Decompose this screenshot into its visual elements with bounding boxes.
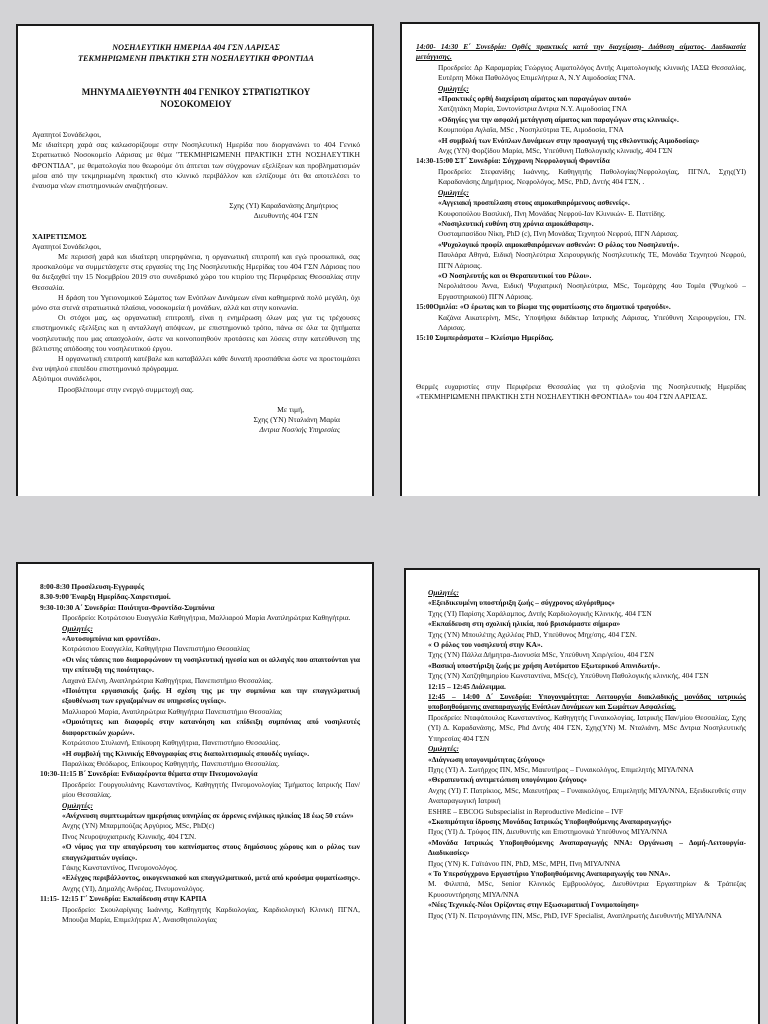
- programme-line: Προεδρείο: Στεφανίδης Ιωάννης, Καθηγητής Παθολογίας/Νεφρολογίας, ΠΓΝΛ, Σχης(ΥΙ) Καραδανάσης Δημήτριος, Νεφρολόγος, MSc, PhD, Δντής 404 ΓΣΝ, .: [438, 166, 746, 187]
- programme-line: «Οι νέες τάσεις που διαμορφώνουν τη νοσηλευτική ηγεσία και οι αλλαγές που απαιτούνται για την επίτευξη της ποιότητας».: [62, 654, 360, 675]
- programme-line: Χατζητάκη Μαρία, Συντονίστρια Δντρια Ν.Υ. Αιμοδοσίας ΓΝΑ: [438, 104, 628, 114]
- signature-1-title: Διευθυντής 404 ΓΣΝ: [253, 211, 318, 221]
- programme-line: «Ανίχνευση συμπτωμάτων ημερήσιας υπνηλίας σε άρρενες ενήλικες ηλικίας 18 έως 50 ετών»: [62, 810, 354, 820]
- programme-line: ESHRE – EBCOG Subspecialist in Reproductive Medicine – IVF: [428, 806, 624, 816]
- page-1: [16, 24, 374, 496]
- programme-line: Γάκης Κωνσταντίνος, Πνευμονολόγος.: [62, 862, 178, 872]
- event-title-line1: ΝΟΣΗΛΕΥΤΙΚΗ ΗΜΕΡΙΔΑ 404 ΓΣΝ ΛΑΡΙΣΑΣ: [112, 43, 280, 52]
- programme-line: 10:30-11:15 Β΄ Συνεδρία: Ενδιαφέροντα θέματα στην Πνευμονολογία: [40, 769, 258, 779]
- programme-line: Τχης (ΥΝ) Πάλλα Δήμητρα-Διονυσία MSc, Υπεύθυνη Χειρ/γείου, 404 ΓΣΝ: [428, 650, 654, 660]
- programme-line: Ομιλητές:: [428, 588, 459, 597]
- signature-2-name: Σχης (ΥΝ) Νταλιάνη Μαρία: [253, 415, 340, 425]
- programme-line: 11:15- 12:15 Γ΄ Συνεδρία: Εκπαίδευση στην ΚΑΡΠΑ: [40, 894, 207, 904]
- closing-1: Αξιότιμοι συνάδελφοι,: [32, 374, 102, 384]
- programme-line: Πνος Νευροψυχιατρικής Κλινικής, 404 ΓΣΝ.: [62, 831, 197, 841]
- message-title-line2: ΝΟΣΟΚΟΜΕΙΟΥ: [160, 99, 232, 109]
- programme-line: Πχος (ΥΙ) Ν. Πετρογιάννης ΠΝ, MSc, PhD, IVF Specialist, Αναπληρωτής Διευθυντής ΜΙΥΑ/ΝΝΑ: [428, 910, 722, 920]
- programme-line: «Βασική υποστήριξη ζωής με χρήση Αυτόματου Εξωτερικού Απινιδωτή».: [428, 660, 660, 670]
- welcome-paragraph-4: Η οργανωτική επιτροπή κατέβαλε και καταβάλλει κάθε δυνατή προσπάθεια ώστε να προετοιμάσει ένα υψηλού επιπέδου επιστημονικό πρόγραμμα.: [32, 354, 360, 374]
- programme-line: Παραλίκας Θεόδωρος, Επίκουρος Καθηγητής, Πανεπιστήμιο Θεσσαλίας.: [62, 758, 280, 768]
- programme-line: Μαλλιαρού Μαρία, Αναπληρώτρια Καθηγήτρια Πανεπιστήμιο Θεσσαλίας: [62, 706, 282, 716]
- message-title-line1: ΜΗΝΥΜΑ ΔΙΕΥΘΥΝΤΗ 404 ΓΕΝΙΚΟΥ ΣΤΡΑΤΙΩΤΙΚΟΥ: [81, 87, 311, 97]
- programme-line: «Ομοιότητες και διαφορές στην κατανόηση και επίδειξη συμπόνιας από νοσηλευτές διαφορετικών χωρών».: [62, 717, 360, 737]
- programme-line: «Μονάδα Ιατρικώς Υποβοηθούμενης Αναπαραγωγής ΝΝΑ: Οργάνωση – Δομή-Λειτουργία- Διαδικασίες»: [428, 837, 746, 858]
- welcome-paragraph-3: Οι στόχοι μας, ως οργανωτική επιτροπή, είναι η ενημέρωση όλων μας για τις τρέχουσες επιστημονικές εξελίξεις και η ανταλλαγή απόψεων, με επιστημονικό τρόπο, πάνω σε όλα τα ζητήματα νοσηλευτικής που μας απασχολούν, ώστε να κοινοποιηθούν προτάσεις και λύσεις στην κατεύθυνση της βέλτιστης απόδοσης του νοσηλευτικού έργου.: [32, 313, 360, 353]
- programme-line: Νερολιάτσου Άννα, Ειδική Ψυχιατρική Νοσηλεύτρια, MSc, Τομεάρχης 4ου Τομέα (Ψυχ/κού – Εργαστηριακού) ΠΓΝ Λάρισας.: [438, 281, 746, 301]
- programme-line: Ανχς (ΥΝ) Φορζίδου Μαρία, MSc, Υπεύθυνη Παθολογικής κλινικής, 404 ΓΣΝ: [438, 146, 673, 156]
- programme-line: Λαχανά Ελένη, Αναπληρώτρια Καθηγήτρια, Πανεπιστήμιο Θεσσαλίας.: [62, 675, 273, 685]
- programme-line: «Θεραπευτική αντιμετώπιση υπογόνιμου ζεύγους»: [428, 775, 587, 785]
- programme-line: Ουσταμπασίδου Νίκη, PhD (c), Πνη Μονάδας Τεχνητού Νεφρού, ΠΓΝ Λάρισας.: [438, 229, 679, 239]
- programme-line: Ανχης (ΥΙ), Δημαλής Ανδρέας, Πνευμονολόγος.: [62, 883, 205, 893]
- signature-1-name: Σχης (ΥΙ) Καραδανάσης Δημήτριος: [229, 201, 338, 211]
- thanks-note: Θερμές ευχαριστίες στην Περιφέρεια Θεσσαλίας για τη φιλοξενία της Νοσηλευτικής Ημερίδας «ΤΕΚΜΗΡΙΩΜΕΝΗ ΠΡΑΚΤΙΚΗ ΣΤΗ ΝΟΣΗΛΕΥΤΙΚΗ ΦΡΟΝΤΙΔΑ» του 404 ΓΣΝ ΛΑΡΙΣΑΣ.: [416, 381, 746, 402]
- welcome-paragraph-1: Με περισσή χαρά και ιδιαίτερη υπερηφάνεια, η οργανωτική επιτροπή και εγώ προσωπικά, σας προσκαλούμε να συμμετάσχετε στις εργασίες της 1ης Νοσηλευτικής Ημερίδας του 404 ΓΣΝ Λάρισας που θα διεξαχθεί την 15 Νοεμβρίου 2019 στο συνεδριακό χώρο του κτιρίου της Περιφέρειας Θεσσαλίας στην Θεσσαλία.: [32, 252, 360, 292]
- programme-line: 8:00-8:30 Προσέλευση-Εγγραφές: [40, 582, 145, 591]
- greeting: Αγαπητοί Συνάδελφοι,: [32, 130, 102, 139]
- page-4: [404, 568, 760, 1024]
- programme-line: «Ποιότητα εργασιακής ζωής. Η σχέση της με την συμπόνια και την επαγγελματική εξουθένωση των εργαζομένων σε υπηρεσίες υγείας».: [62, 686, 360, 706]
- programme-line: «Αυτοσυμπόνια και φροντίδα».: [62, 634, 161, 644]
- programme-line: Τχης (ΥΙ) Παρίσης Χαράλαμπος, Δντής Καρδιολογικής Κλινικής, 404 ΓΣΝ: [428, 608, 652, 618]
- programme-line: 15:10 Συμπεράσματα – Κλείσιμο Ημερίδας.: [416, 333, 554, 343]
- programme-line: «Εξειδικευμένη υποστήριξη ζωής – σύγχρονος αλγόριθμος»: [428, 598, 615, 608]
- programme-line: Κουφοπούλου Βασιλική, Πνη Μονάδας Νεφρού-Ιαν Κλινικών- Ε. Παττίδης.: [438, 208, 666, 218]
- welcome-paragraph-2: Η δράση του Υγειονομικού Σώματος των Ενόπλων Δυνάμεων είναι καθημερινά πολύ μεγάλη, όχι μόνο στα στενά στρατιωτικά πλαίσια, νοσοκομεία ή μονάδων, αλλά και στην κοινωνία.: [32, 292, 360, 313]
- programme-line: 8.30-9:00 Έναρξη Ημερίδας-Χαιρετισμοί.: [40, 592, 171, 602]
- programme-line: «Η συμβολή των Ενόπλων Δυνάμεων στην προαγωγή της εθελοντικής Αιμοδοσίας»: [438, 135, 700, 145]
- programme-line: «Ελέγχος περιβάλλοντος, οικογενειακού και επαγγελματικού, μετά από κρούσμα φυματίωσης».: [62, 873, 360, 883]
- programme-line: 14:00- 14:30 Ε΄ Συνεδρία: Ορθές πρακτικές κατά την διαχείριση- Διάθεση αίματος- Διαδικασία μετάγγισης.: [416, 42, 746, 62]
- programme-line: Προεδρείο: Δρ Καραμαρίας Γεώργιος Αιματολόγος Δντής Αιματολογικής κλινικής ΙΑΣΩ Θεσσαλίας, Ευτέρπη Μόκα Παθολόγος Επιμελήτρια Α, Ν.Υ Αιμοδοσίας ΓΝΑ.: [438, 62, 746, 83]
- page-2: [400, 22, 760, 496]
- programme-line: Τχης (ΥΝ) Χατζηθημηρίου Κωνσταντίνα, MSc(c), Υπεύθυνη Παθολογικής κλινικής, 404 ΓΣΝ: [428, 671, 709, 681]
- programme-line: Ομιλητές:: [438, 187, 469, 197]
- programme-line: Ομιλητές:: [62, 800, 93, 810]
- programme-line: Κοτρώτσιου Στυλιανή, Επίκουρη Καθηγήτρια, Πανεπιστήμιο Θεσσαλίας.: [62, 738, 281, 748]
- programme-list: [416, 42, 746, 344]
- event-title-line2: ΤΕΚΜΗΡΙΩΜΕΝΗ ΠΡΑΚΤΙΚΗ ΣΤΗ ΝΟΣΗΛΕΥΤΙΚΗ ΦΡΟΝΤΙΔΑ: [78, 54, 314, 63]
- programme-line: «Ο Νοσηλευτής και οι Θεραπευτικοί του Ρόλοι».: [438, 270, 592, 280]
- programme-line: Πχος (ΥΙ) Δ. Τρύφος ΠΝ, Διευθυντής και Επιστημονικά Υπεύθυνος ΜΙΥΑ/ΝΝΑ: [428, 827, 668, 837]
- programme-line: Μ. Φιλιππά, MSc, Senior Κλινικός Εμβρυολόγος, Διευθύντρια Εργαστηρίων & Τράπεζας Κρυοσυντήρησης ΜΙΥΑ/ΝΝΑ: [428, 879, 746, 899]
- programme-line: «Οδηγίες για την ασφαλή μετάγγιση αίματος και παραγώγων στις κλινικές».: [438, 114, 679, 124]
- programme-line: Τχης (ΥΝ) Μπουλέτης Αχιλλέας PhD, Υπεύθυνος Μηχ/σης, 404 ΓΣΝ.: [428, 629, 637, 639]
- greeting-2: Αγαπητοί Συνάδελφοι,: [32, 241, 102, 251]
- programme-line: 14:30-15:00 ΣΤ΄ Συνεδρία: Σύγχρονη Νεφρολογική Φροντίδα: [416, 156, 610, 166]
- programme-line: «Διάγνωση υπογονιμότητας ζεύγους»: [428, 754, 546, 764]
- programme-line: Προεδρείο: Νταφόπουλος Κωνσταντίνος, Καθηγητής Γυναικολογίας, Ιατρικής Παν/μίου Θεσσαλίας, Σχης (ΥΙ) Δ. Καραδανάσης, MSc, Phd Δντής 404 ΓΣΝ, Σχης(ΥΝ) Μ. Νταλιάνη, MSc Δντρια Νοσηλευτικής Υπηρεσίας 404 ΓΣΝ: [428, 712, 746, 743]
- page-3: [16, 562, 374, 1024]
- programme-line: Προεδρείο: Γουργουλιάνης Κωνσταντίνος, Καθηγητής Πνευμονολογίας Τμήματος Ιατρικής Παν/μίου Θεσσαλίας.: [62, 779, 360, 800]
- programme-line: Κοτρώτσιου Ευαγγελία, Καθηγήτρια Πανεπιστήμιο Θεσσαλίας: [62, 644, 250, 654]
- programme-line: Προεδρείο: Σκουλαρίγκης Ιωάννης, Καθηγητής Καρδιολογίας, Καρδιολογική Κλινική ΠΓΝΛ, Μπουζια Μαρία, Επιμελήτρια Α', Αναισθησιολογίας: [62, 904, 360, 924]
- signature-2-title: Δντρια Νοσ/κής Υπηρεσίας: [259, 425, 340, 435]
- programme-line: «Πρακτικές ορθή διαχείριση αίματος και παραγώγων αυτού»: [438, 94, 632, 104]
- programme-line: «Αγγειακή προσπέλαση στους αιμοκαθαιρόμενους ασθενείς».: [438, 198, 630, 208]
- programme-line: Ομιλητές:: [62, 623, 93, 633]
- programme-line: «Εκπαίδευση στη σχολική ηλικία, πού βρισκόμαστε σήμερα»: [428, 619, 621, 629]
- programme-list: [428, 588, 746, 921]
- programme-line: Πχης (ΥΙ) Α. Σωτήρχος ΠΝ, MSc, Μαιευτήρας – Γυναικολόγος, Επιμελητής ΜΙΥΑ/ΝΝΑ: [428, 764, 694, 774]
- programme-line: Ανχης (ΥΙ) Γ. Πατρίκιος, MSc, Μαιευτήρας – Γυναικολόγος, Επιμελητής ΜΙΥΑ/ΝΝΑ, Εξειδικευθείς στην Αναπαραγωγική Ιατρική: [428, 785, 746, 806]
- programme-line: Προεδρείο: Κοτρώτσιου Ευαγγελία Καθηγήτρια, Μαλλιαρού Μαρία Αναπληρώτρια Καθηγήτρια.: [62, 613, 351, 623]
- message-body: Με ιδιαίτερη χαρά σας καλωσορίζουμε στην Νοσηλευτική Ημερίδα που διοργανώνει το 404 Γενικό Στρατιωτικό Νοσοκομείο Λάρισας με θέμα "ΤΕΚΜΗΡΙΩΜΕΝΗ ΠΡΑΚΤΙΚΗ ΣΤΗ ΝΟΣΗΛΕΥΤΙΚΗ ΦΡΟΝΤΙΔΑ", με θεματολογία που θεωρούμε ότι άπτεται των σύγχρονων εξελίξεων και προβληματισμών μέσα από την τεκμηριωμένη πρακτική στο κλινικό περιβάλλον και ελπίζουμε ότι θα αποτελέσει το έναυσμα νέων επιστημονικών αναζητήσεων.: [32, 140, 360, 191]
- programme-line: «Ψυχολογικό προφίλ αιμοκαθαιρόμενων ασθενών: Ο ρόλος του Νοσηλευτή».: [438, 239, 680, 249]
- programme-line: Ομιλητές:: [428, 744, 459, 754]
- programme-line: «Η συμβολή της Κλινικής Εθνογραφίας στις διαπολιτισμικές σπουδές υγείας».: [62, 748, 310, 758]
- programme-line: «Σκοπιμότητα ίδρυσης Μονάδας Ιατρικώς Υποβοηθούμενης Αναπαραγωγής»: [428, 816, 672, 826]
- programme-line: «Ο νόμος για την απαγόρευση του καπνίσματος στους δημόσιους χώρους και ο ρόλος των επαγγελματιών υγείας».: [62, 842, 360, 862]
- programme-line: Ανχης (ΥΝ) Μπαρμπούζας Αργύριος, MSc, PhD(c): [62, 821, 215, 831]
- programme-list: [40, 582, 360, 925]
- programme-line: 12:45 – 14:00 Δ΄ Συνεδρία: Υπογονιμότητα: Λειτουργία διακλαδικής μονάδας ιατρικώς υποβοηθούμενης αναπαραγωγής Ενόπλων Δυνάμεων και Σωμάτων Ασφαλείας.: [428, 692, 746, 712]
- closing-2: Προσβλέπουμε στην ενεργό συμμετοχή σας.: [58, 384, 194, 394]
- programme-line: Καζάνα Αικατερίνη, MSc, Υποψήφια διδάκτωρ Ιατρικής Λάρισας, Υπεύθυνη Χειρουργείου, ΓΝ. Λάρισας.: [438, 312, 746, 332]
- programme-line: «Νέες Τεχνικές-Νέοι Ορίζοντες στην Εξωσωματική Γονιμοποίηση»: [428, 900, 640, 910]
- programme-line: 12:15 – 12:45 Διάλειμμα.: [428, 681, 506, 691]
- closing-3: Με τιμή,: [277, 404, 304, 414]
- programme-line: 15:00Ομιλία: «Ο έρωτας και το βίωμα της φυματίωσης στο δημοτικό τραγούδι».: [416, 302, 671, 312]
- programme-line: « Το Υπερσύγχρονο Εργαστήριο Υποβοηθούμενης Αναπαραγωγής του ΝΝΑ».: [428, 868, 671, 878]
- welcome-heading: ΧΑΙΡΕΤΙΣΜΟΣ: [32, 231, 87, 241]
- programme-line: 9:30-10:30 Α΄ Συνεδρία: Ποιότητα-Φροντίδα-Συμπόνια: [40, 602, 215, 612]
- programme-line: Παυλάρα Αθηνά, Ειδική Νοσηλεύτρια Χειρουργικής Νοσηλευτικής ΤΕ, Μονάδα Τεχνητού Νεφρού, ΠΓΝ Λάρισας.: [438, 250, 746, 270]
- programme-line: « Ο ρόλος του νοσηλευτή στην ΚΑ».: [428, 640, 543, 650]
- programme-line: «Νοσηλευτική ευθύνη στη χρόνια αιμοκάθαρση».: [438, 218, 594, 228]
- programme-line: Κουμπούρα Αγλαΐα, MSc , Νοσηλεύτρια ΤΕ, Αιμοδοσία, ΓΝΑ: [438, 125, 624, 135]
- programme-line: Ομιλητές:: [438, 83, 469, 93]
- programme-line: Πχος (ΥΝ) Κ. Γαϊτάνου ΠΝ, PhD, MSc, MPH, Πνη ΜΙΥΑ/ΝΝΑ: [428, 858, 621, 868]
